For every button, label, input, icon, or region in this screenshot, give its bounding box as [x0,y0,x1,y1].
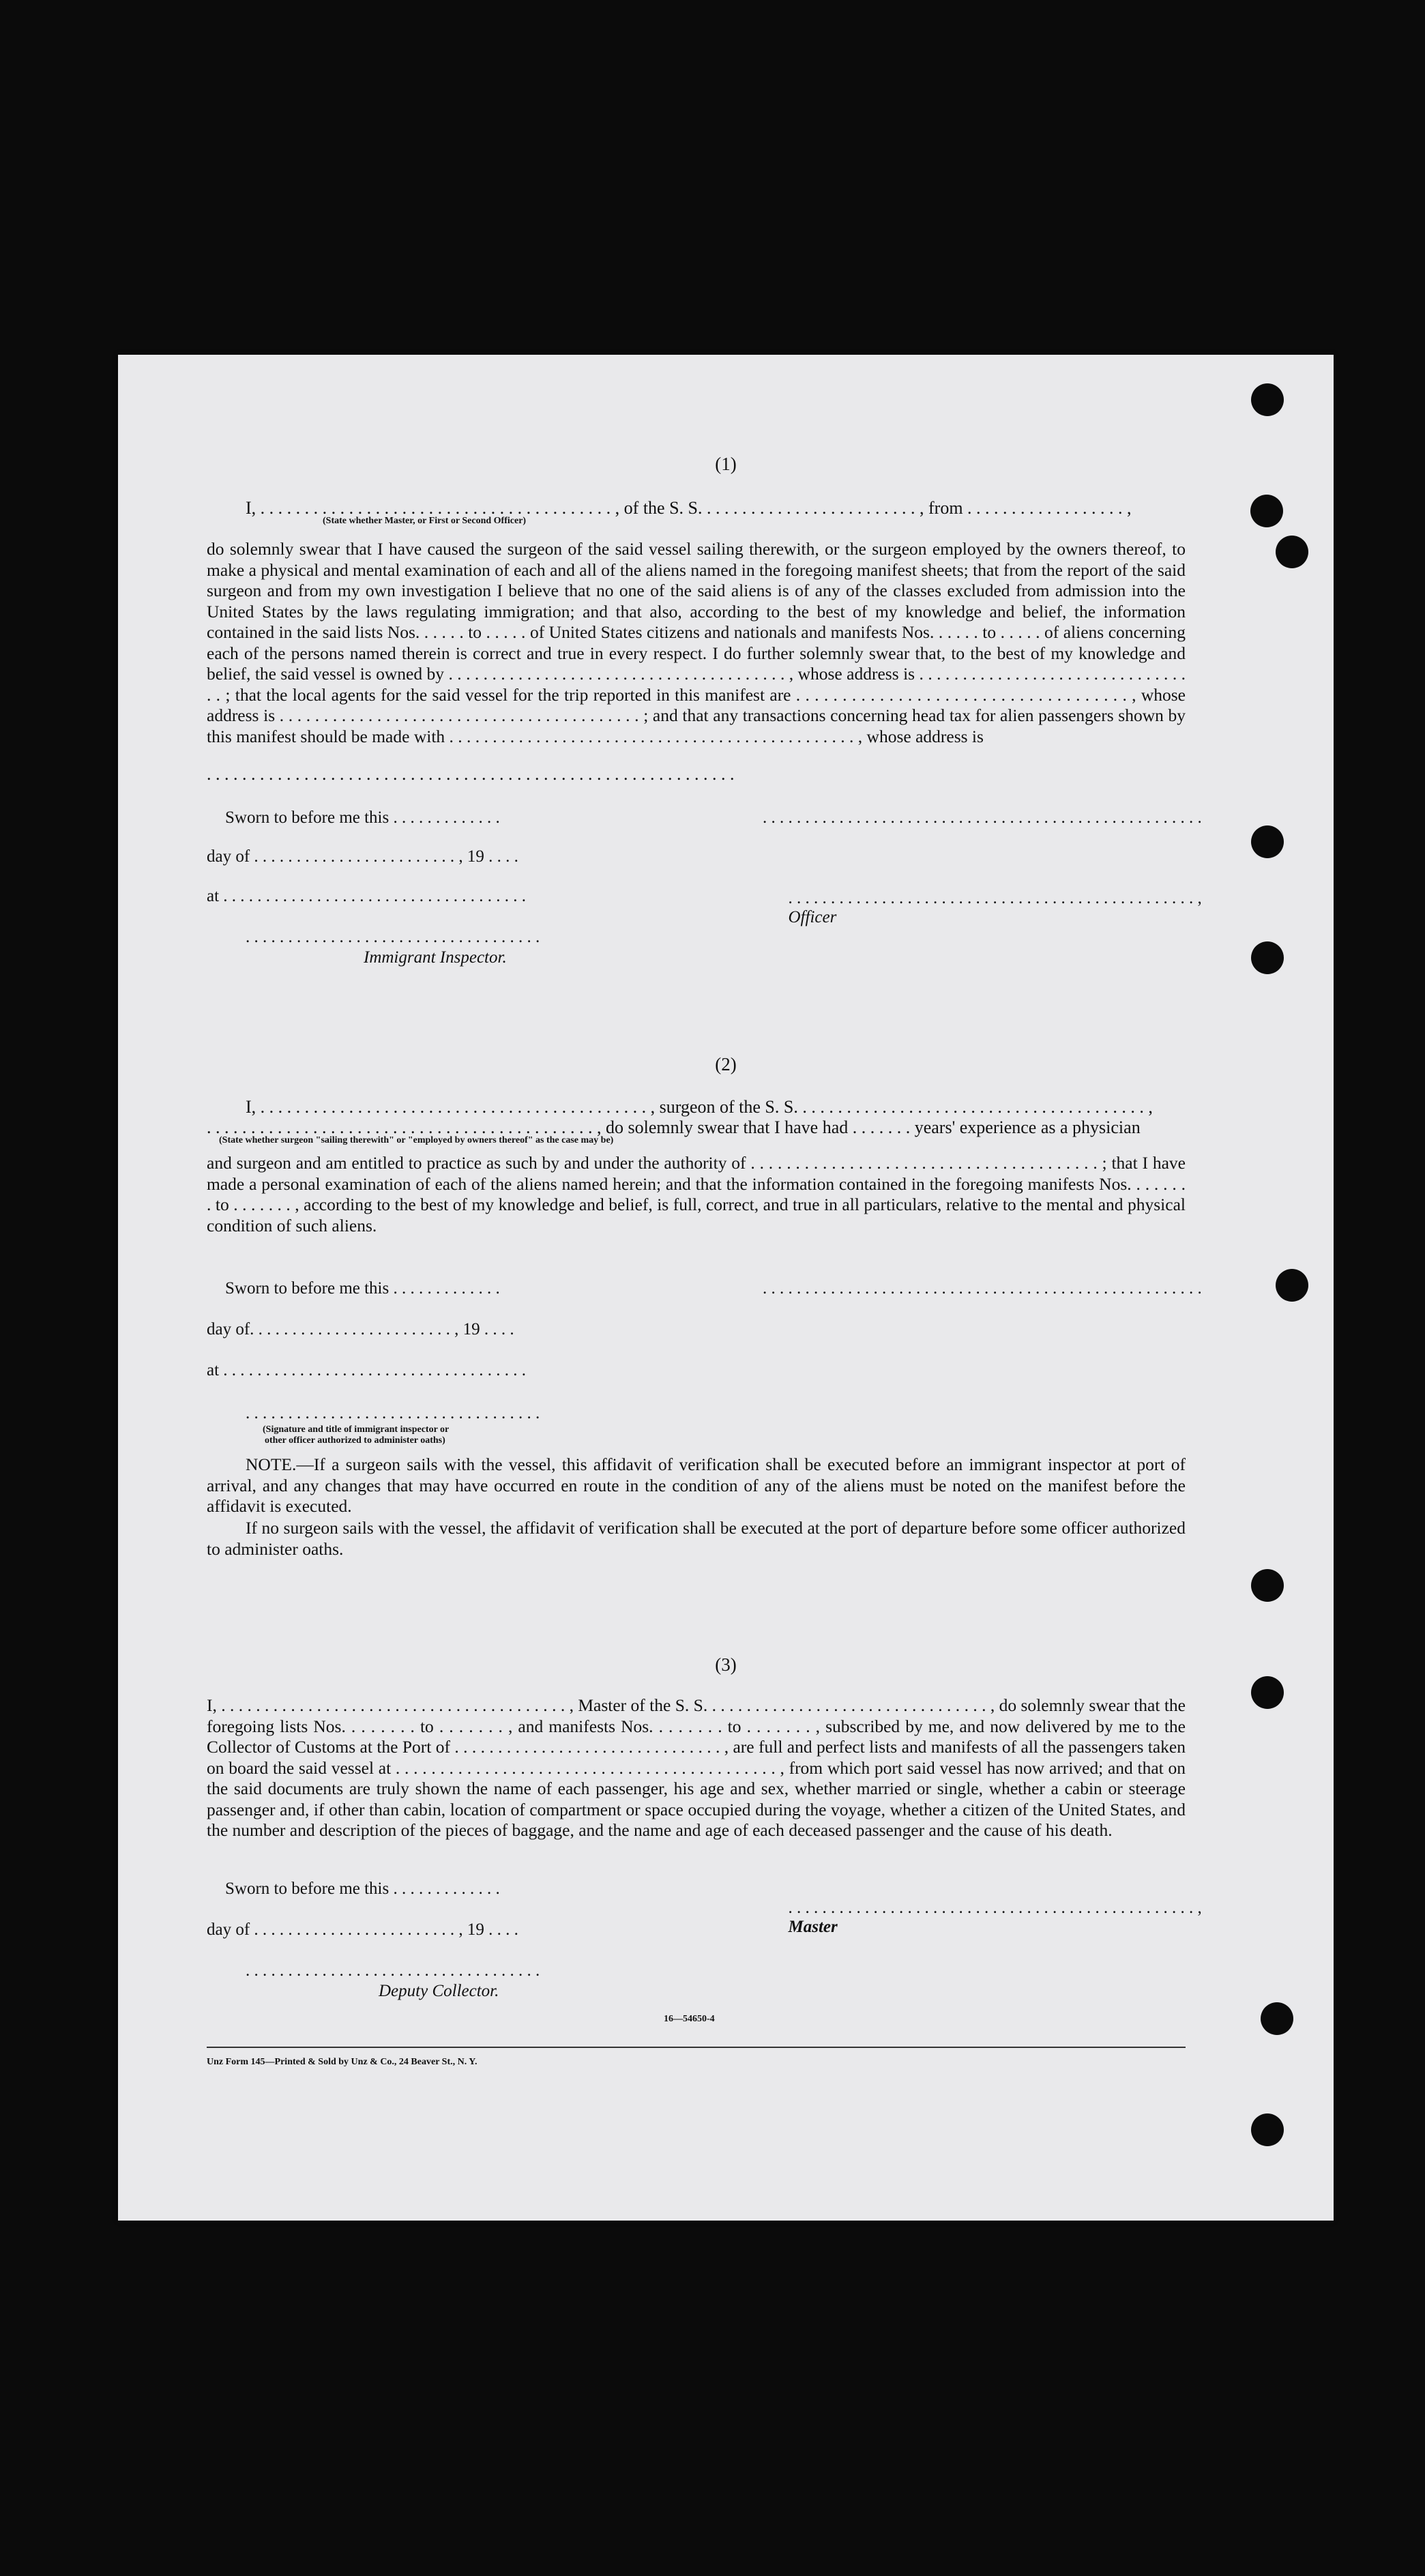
section-3-paragraph: I, . . . . . . . . . . . . . . . . . . . . . . . . . . . . . . . . . . . . . . . . , Master of the S. S. . . . . . . . . . . . . . . . . . . . . . . . . . . . . . . . . , do solemnly swear that the foregoing lists Nos. . . . . . . . to . . . . . . . , and manifests Nos. . . . . . . . to . . . . . . . , subscribed by me, and now delivered by me to the Collector of Customs at the Port of . . . . . . . . . . . . . . . . . . . . . . . . . . . . . . . , are full and perfect lists and manifests of all the passengers taken on board the said vessel at . . . . . . . . . . . . . . . . . . . . . . . . . . . . . . . . . . . . . . . . . . . , from which port said vessel has now arrived; and that on the said documents are truly shown the name of each passenger, his age and sex, whether married or single, whether a cabin or steerage passenger and, if other than cabin, location of compartment or space occupied during the voyage, whether a citizen of the United States, and the number and description of the pieces of baggage, and the name and age of each deceased passenger and the cause of his death. [207,1695,1186,1840]
section-2-note-1: NOTE.—If a surgeon sails with the vessel, this affidavit of verification shall be executed before an immigrant inspector at port of arrival, and any changes that may have occurred en route in the condition of any of the aliens must be noted on the manifest before the affidavit is executed. [207,1454,1186,1516]
footer-rule [207,2047,1186,2048]
section-1-officer-label: Officer [788,908,837,926]
punch-hole-4 [1251,825,1284,858]
section-2-inspector-dots: . . . . . . . . . . . . . . . . . . . . . . . . . . . . . . . . . . . [246,1404,540,1422]
section-1-day: day of . . . . . . . . . . . . . . . . . . . . . . . . , 19 . . . . [207,847,518,866]
section-1-caption: (State whether Master, or First or Second Officer) [323,516,527,526]
punch-hole-9 [1261,2002,1293,2035]
section-2-number: (2) [715,1054,737,1074]
section-3-master-label: Master [788,1918,838,1936]
section-3-collector-label: Deputy Collector. [379,1982,499,2000]
section-2-inspector-caption-1: (Signature and title of immigrant inspector or [263,1424,450,1435]
section-1-sworn: Sworn to before me this . . . . . . . . . . . . . [225,808,500,827]
punch-hole-8 [1251,1676,1284,1709]
section-2-signature-line: . . . . . . . . . . . . . . . . . . . . . . . . . . . . . . . . . . . . . . . . . . . . . . . . . . . . [763,1279,1202,1298]
section-2-line2: . . . . . . . . . . . . . . . . . . . . . . . . . . . . . . . . . . . . . . . . . . . . , do solemnly swear that I have had . . . . . . . years' experience as a physician [207,1117,1141,1137]
section-2-note-2: If no surgeon sails with the vessel, the affidavit of verification shall be executed at the port of departure before some officer authorized to administer oaths. [207,1518,1186,1559]
section-2-day: day of. . . . . . . . . . . . . . . . . . . . . . . . , 19 . . . . [207,1320,514,1338]
section-1-paragraph: do solemnly swear that I have caused the surgeon of the said vessel sailing therewith, or the surgeon employed by the owners thereof, to make a physical and mental examination of each and all of the aliens named in the foregoing manifest sheets; that from the report of the said surgeon and from my own investigation I believe that no one of the said aliens is of any of the classes excluded from admission into the United States by the laws regulating immigration; and that also, according to the best of my knowledge and belief, the information contained in the said lists Nos. . . . . . to . . . . . of United States citizens and nationals and manifests Nos. . . . . . to . . . . . of aliens concerning each of the persons named therein is correct and true in every respect. I do further solemnly swear that, to the best of my knowledge and belief, the said vessel is owned by . . . . . . . . . . . . . . . . . . . . . . . . . . . . . . . . . . . . . . . , whose address is . . . . . . . . . . . . . . . . . . . . . . . . . . . . . . . . . ; that the local agents for the said vessel for the trip reported in this manifest are . . . . . . . . . . . . . . . . . . . . . . . . . . . . . . . . . . . . , whose address is . . . . . . . . . . . . . . . . . . . . . . . . . . . . . . . . . . . . . . . . . ; and that any transactions concerning head tax for alien passengers shown by this manifest should be made with . . . . . . . . . . . . . . . . . . . . . . . . . . . . . . . . . . . . . . . . . . . . . . . , whose address is [207,539,1186,746]
punch-hole-7 [1251,1569,1284,1602]
section-3-collector-dots: . . . . . . . . . . . . . . . . . . . . . . . . . . . . . . . . . . . [246,1961,540,1980]
section-2-sworn: Sworn to before me this . . . . . . . . . . . . . [225,1279,500,1298]
section-2-at: at . . . . . . . . . . . . . . . . . . . . . . . . . . . . . . . . . . . . [207,1361,527,1379]
section-1-inspector-label: Immigrant Inspector. [364,948,507,967]
punch-hole-5 [1251,941,1284,974]
punch-hole-2 [1250,495,1283,527]
section-3-sworn: Sworn to before me this . . . . . . . . . . . . . [225,1879,500,1898]
section-1-officer-dots: . . . . . . . . . . . . . . . . . . . . . . . . . . . . . . . . . . . . . . . . . . . . . . . . , [788,889,1202,907]
document-sheet [118,355,1334,2221]
printer-imprint: Unz Form 145—Printed & Sold by Unz & Co., 24 Beaver St., N. Y. [207,2057,478,2067]
section-3-number: (3) [715,1654,737,1675]
section-1-inspector-dots: . . . . . . . . . . . . . . . . . . . . . . . . . . . . . . . . . . . [246,928,540,946]
section-2-line1: I, . . . . . . . . . . . . . . . . . . . . . . . . . . . . . . . . . . . . . . . . . . . . , surgeon of the S. S. . . . . . . . . . . . . . . . . . . . . . . . . . . . . . . . . . . . . . . . , [246,1097,1153,1117]
section-1-signature-line: . . . . . . . . . . . . . . . . . . . . . . . . . . . . . . . . . . . . . . . . . . . . . . . . . . . . [763,808,1202,827]
section-1-number: (1) [715,454,737,474]
punch-hole-10 [1251,2113,1284,2146]
section-3-day: day of . . . . . . . . . . . . . . . . . . . . . . . . , 19 . . . . [207,1920,518,1939]
form-code: 16—54650-4 [664,2014,715,2024]
section-1-officer-line [763,870,1202,946]
section-1-paragraph-end: . . . . . . . . . . . . . . . . . . . . . . . . . . . . . . . . . . . . . . . . . . . . . . . . . . . . . . . . . . . . [207,764,735,784]
section-2-caption: (State whether surgeon "sailing therewith" or "employed by owners thereof" as the case may be) [219,1135,614,1145]
section-3-master-line [763,1879,1202,1956]
section-1-at: at . . . . . . . . . . . . . . . . . . . . . . . . . . . . . . . . . . . . [207,887,527,905]
punch-hole-1 [1251,383,1284,416]
punch-hole-3 [1276,536,1308,568]
section-2-paragraph: and surgeon and am entitled to practice as such by and under the authority of . . . . . . . . . . . . . . . . . . . . . . . . . . . . . . . . . . . . . . . ; that I have made a personal examination of each of the aliens named herein; and that the information contained in the foregoing manifests Nos. . . . . . . . to . . . . . . . , according to the best of my knowledge and belief, is full, correct, and true in all particulars, relative to the mental and physical condition of such aliens. [207,1153,1186,1235]
section-1-line1: I, . . . . . . . . . . . . . . . . . . . . . . . . . . . . . . . . . . . . . . . . , of the S. S. . . . . . . . . . . . . . . . . . . . . . . . . , from . . . . . . . . . . . . . . . . . . , [246,498,1132,518]
punch-hole-6 [1276,1269,1308,1302]
section-3-master-dots: . . . . . . . . . . . . . . . . . . . . . . . . . . . . . . . . . . . . . . . . . . . . . . . . , [788,1899,1202,1917]
section-2-inspector-caption-2: other officer authorized to administer oaths) [265,1435,445,1446]
